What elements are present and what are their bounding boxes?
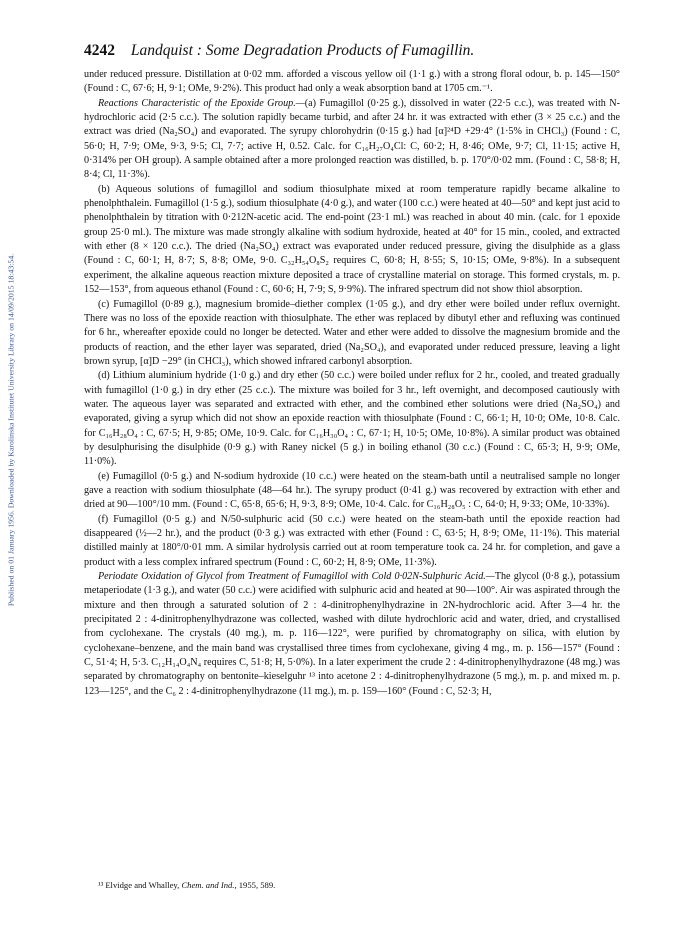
footnote-marker: ¹³ xyxy=(98,880,104,890)
paragraph: Reactions Characteristic of the Epoxide Group.—(a) Fumagillol (0·25 g.), dissolved in water (22·5 c.c.), was treated with N-hydrochloric acid (2·5 c.c.). The solution rapidly became turbid, and after 24 hr. it was extracted with ether (3 × 25 c.c.) and the extract was dried (Na₂SO₄) and evaporated. The syrupy chlorohydrin (0·15 g.) had [α]²⁴D +29·4° (1·5% in CHCl₃) (Found : C, 56·0; H, 7·9; OMe, 9·3, 9·5; Cl, 7·7; active H, 0.52. Calc. for C₁₆H₂₇O₄Cl: C, 60·2; H, 8·46; OMe, 9·7; Cl, 11·15; active H, 0·314% per OH group). A sample obtained after a more prolonged reaction was distilled, b. p. 170°/0·02 mm. (Found : C, 58·8; H, 8·4; Cl, 11·3%). xyxy=(84,97,620,181)
footnote-citation: , 1955, 589. xyxy=(234,880,276,890)
paragraph: (f) Fumagillol (0·5 g.) and N/50-sulphuric acid (50 c.c.) were heated on the steam-bath until the epoxide reaction had disappeared (½—2 hr.), and the product (0·3 g.) was extracted with ether (Found : C, 63·5; H, 8·9; OMe, 11·1%). This material distilled mainly at 180°/0·01 mm. A similar hydrolysis carried out at room temperature took ca. 24 hr. for completion, and gave a product with a less complex infrared spectrum (Found : C, 60·2; H, 8·9; OMe, 11·3%). xyxy=(84,513,620,568)
article-body xyxy=(84,68,620,699)
footnote-authors: Elvidge and Whalley, xyxy=(105,880,180,890)
running-title: Landquist : Some Degradation Products of Fumagillin. xyxy=(130,42,475,59)
paragraph: (c) Fumagillol (0·89 g.), magnesium bromide–diether complex (1·05 g.), and dry ether were boiled under reflux overnight. There was no loss of the epoxide reaction with thiosulphate. The ether was replaced by dibutyl ether and refluxing was continued for 6 hr., whereafter epoxide could no longer be detected. Water and ether were added to dissolve the magnesium bromide and the products of reaction, and the ether layer was separated, dried (Na₂SO₄), and evaporated under reduced pressure, leaving a light brown syrup, [α]D −29° (in CHCl₃), which showed infrared carbonyl absorption. xyxy=(84,298,620,367)
paragraph: (e) Fumagillol (0·5 g.) and N-sodium hydroxide (10 c.c.) were heated on the steam-bath until a neutralised sample no longer gave a reaction with sodium thiosulphate (48—64 hr.). The syrupy product (0·41 g.) was recovered by extraction with ether and dried at 90—100°/10 mm. (Found : C, 65·8, 65·6; H, 9·3, 8·9; OMe, 10·4. Calc. for C₁₆H₂₈O₅ : C, 64·0; H, 9·33; OMe, 10·33%). xyxy=(84,470,620,511)
paragraph: under reduced pressure. Distillation at 0·02 mm. afforded a viscous yellow oil (1·1 g.) with a strong floral odour, b. p. 145—150° (Found : C, 67·6; H, 9·1; OMe, 9·2%). This product had only a weak absorption band at 1705 cm.⁻¹. xyxy=(84,69,620,95)
download-notice-text: Published on 01 January 1956. Downloaded by Karolinska Institutet University Library on 14/09/2015 18:43:54. xyxy=(6,253,16,607)
page-header xyxy=(84,42,474,60)
section-heading: Reactions Characteristic of the Epoxide Group.— xyxy=(98,97,305,109)
page-number: 4242 xyxy=(84,42,115,59)
paragraph: (b) Aqueous solutions of fumagillol and sodium thiosulphate mixed at room temperature rapidly became alkaline to phenolphthalein. Fumagillol (1·5 g.), sodium thiosulphate (4·0 g.), and water (100 c.c.) were heated at 40—50° and kept just acid to phenolphthalein by titration with 0·212N-acetic acid. The end-point (23·1 ml.) was reached in about 40 min. (calc. for 1 epoxide group 25·0 ml.). The mixture was made strongly alkaline with sodium hydroxide, heated at 40° for 15 min., cooled, and extracted with ether (8 × 120 c.c.). The dried (Na₂SO₄) extract was evaporated under reduced pressure, giving the disulphide as a glass (Found : C, 60·1; H, 8·7; S, 8·8; OMe, 9·0. C₃₂H₅₄O₈S₂ requires C, 60·8; H, 8·55; S, 10·15; OMe, 9·8%). In a subsequent experiment, the alkaline aqueous reaction mixture deposited a trace of crystalline material on storage. This formed crystals, m. p. 152—153°, from aqueous ethanol (Found : C, 60·6; H, 7·9; S, 9·9%). The infrared spectrum did not show thiol absorption. xyxy=(84,183,620,296)
section-heading: Periodate Oxidation of Glycol from Treatment of Fumagillol with Cold 0·02N-Sulphuric Acid.— xyxy=(98,571,495,583)
paragraph: (d) Lithium aluminium hydride (1·0 g.) and dry ether (50 c.c.) were boiled under reflux for 2 hr., cooled, and treated gradually with fumagillol (1·0 g.) in dry ether (25 c.c.). The mixture was boiled for 3 hr., left overnight, and decomposed cautiously with water. The aqueous layer was separated and extracted with ether, and the combined ether solutions were dried (Na₂SO₄) and evaporated, giving a syrup which did not show an epoxide reaction with thiosulphate (Found : C, 66·1; H, 10·0; OMe, 10·8. Calc. for C₁₆H₂₈O₄ : C, 67·5; H, 9·85; OMe, 10·9. Calc. for C₁₆H₃₀O₄ : C, 67·1; H, 10·5; OMe, 10·8%). A similar product was obtained by desulphurising the disulphide (0·9 g.) with Raney nickel (5 g.) in boiling ethanol (30 c.c.) (Found : C, 65·3; H, 9·9; OMe, 11·0%). xyxy=(84,370,620,468)
paragraph: Periodate Oxidation of Glycol from Treatment of Fumagillol with Cold 0·02N-Sulphuric Acid.—The glycol (0·8 g.), potassium metaperiodate (1·3 g.), and water (50 c.c.) were acidified with sulphuric acid and heated at 90—100°. Air was aspirated through the mixture and then through a saturated solution of 2 : 4-dinitrophenylhydrazine in 2N-hydrochloric acid. After 3—4 hr. the precipitated 2 : 4-dinitrophenylhydrazone was collected, washed with dilute hydrochloric acid and water, dried, and crystallised from cyclohexane. The crystals (40 mg.), m. p. 116—122°, were purified by chromatography on silica, with elution by cyclohexane–benzene, and the main band was crystallised three times from cyclohexane, giving 4 mg., m. p. 156—157° (Found : C, 51·4; H, 5·3. C₁₂H₁₄O₄N₄ requires C, 51·8; H, 5·0%). In a later experiment the crude 2 : 4-dinitrophenylhydrazone (48 mg.) was separated by chromatography on bentonite–kieselguhr ¹³ into acetone 2 : 4-dinitrophenylhydrazone (5 mg.), m. p. and mixed m. p. 123—125°, and the C₆ 2 : 4-dinitrophenylhydrazone (11 mg.), m. p. 159—160° (Found : C, 52·3; H, xyxy=(84,571,620,697)
download-notice xyxy=(4,110,18,750)
footnote-journal: Chem. and Ind. xyxy=(181,880,235,890)
footnote xyxy=(84,880,634,891)
